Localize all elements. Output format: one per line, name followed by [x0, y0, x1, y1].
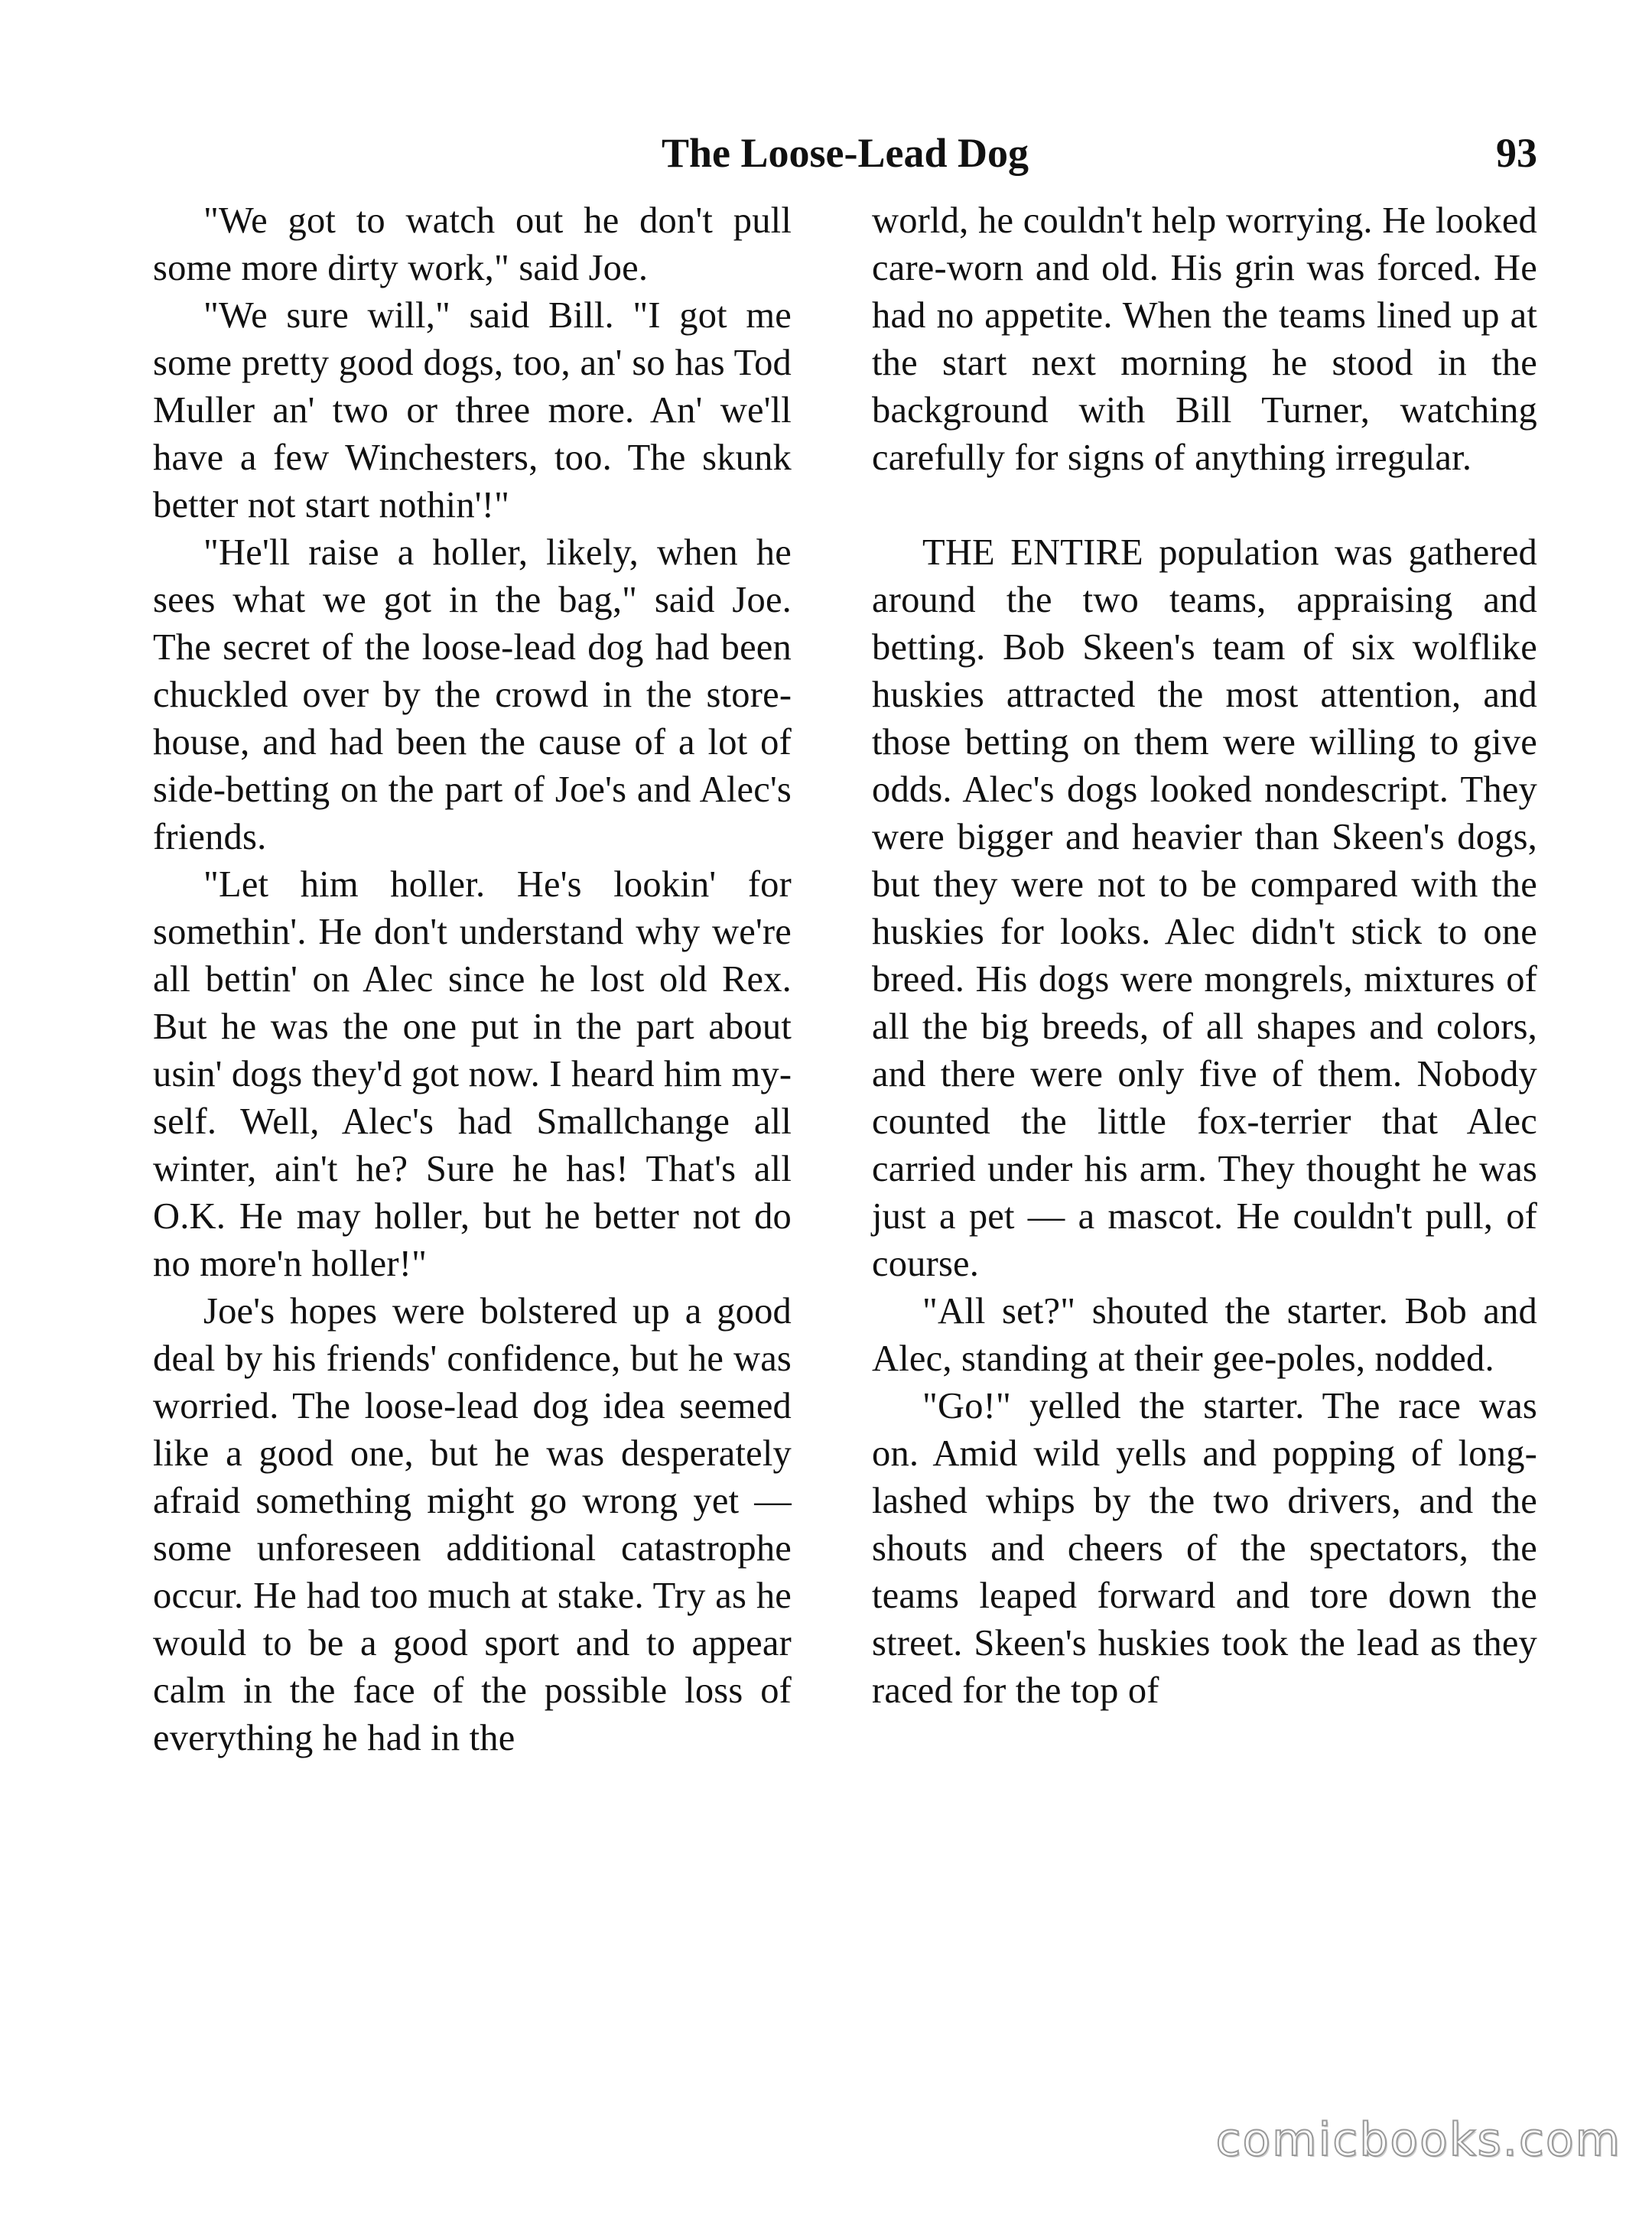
running-header — [153, 122, 1537, 184]
paragraph: "We sure will," said Bill. "I got me some pretty good dogs, too, an' so has Tod Muller an' two or three more. An' we'll have a few Winchesters, too. The skunk better not start nothin'!" — [153, 295, 792, 525]
paragraph: "Go!" yelled the starter. The race was on. Amid wild yells and popping of long-lashed whips by the two drivers, and the shouts and cheers of the spectators, the teams leaped forward and tore down the street. Skeen's huskies took the lead as they raced for the top of — [872, 1386, 1537, 1711]
paragraph: "He'll raise a holler, likely, when he sees what we got in the bag," said Joe. The secret of the loose-lead dog had been chuckled over by the crowd in the storehouse, and had been the cause of a lot of side-betting on the part of Joe's and Alec's friends. — [153, 532, 792, 857]
left-text-column — [153, 197, 792, 1762]
chapter-title: The Loose-Lead Dog — [661, 130, 1029, 176]
paragraph: Joe's hopes were bolstered up a good deal by his friends' confidence, but he was worried. The loose-lead dog idea seemed like a good one, but he was desperately afraid something might go wrong yet — some unforeseen additional catastrophe occur. He had too much at stake. Try as he would to be a good sport and to appear calm in the face of the possible loss of everything he had in the — [153, 1291, 792, 1758]
page-number: 93 — [1496, 130, 1537, 176]
paragraph: world, he couldn't help worrying. He looked care-worn and old. His grin was forced. He had no appetite. When the teams lined up at the start next morning he stood in the background with Bill Turner, watching carefully for signs of anything irregular. — [872, 200, 1537, 478]
paragraph: "All set?" shouted the starter. Bob and Alec, standing at their gee-poles, nodded. — [872, 1291, 1537, 1379]
paragraph: "Let him holler. He's lookin' for somethin'. He don't understand why we're all bettin' on Alec since he lost old Rex. But he was the one put in the part about usin' dogs they'd got now. I heard him myself. Well, Alec's had Smallchange all winter, ain't he? Sure he has! That's all O.K. He may holler, but he better not do no more'n holler!" — [153, 864, 792, 1284]
section-opening-paragraph: THE ENTIRE population was gathered around the two teams, appraising and betting. Bob Skeen's team of six wolflike huskies attracted the most attention, and those betting on them were willing to give odds. Alec's dogs looked nondescript. They were bigger and heavier than Skeen's dogs, but they were not to be compared with the huskies for looks. Alec didn't stick to one breed. His dogs were mongrels, mixtures of all the big breeds, of all shapes and colors, and there were only five of them. Nobody counted the little fox-terrier that Alec carried under his arm. They thought he was just a pet — a mascot. He couldn't pull, of course. — [872, 532, 1537, 1284]
right-text-column — [872, 197, 1537, 1715]
paragraph: "We got to watch out he don't pull some more dirty work," said Joe. — [153, 200, 792, 288]
site-watermark: comicbooks.com — [1215, 2113, 1621, 2167]
